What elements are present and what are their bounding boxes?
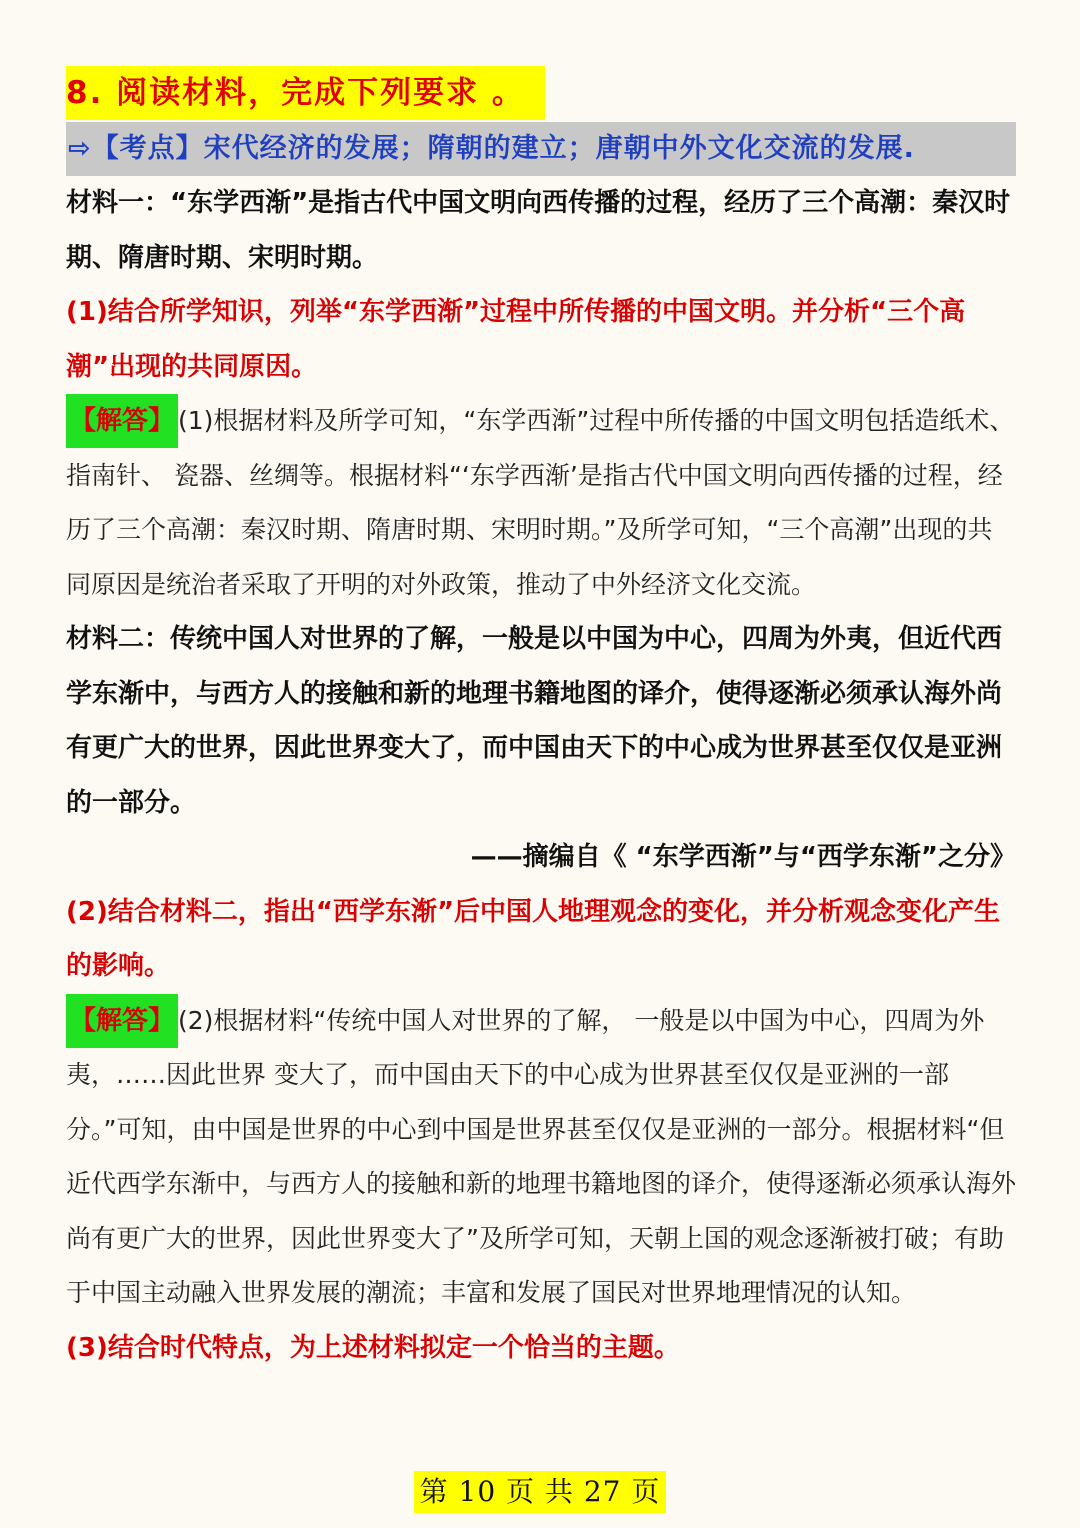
question-page [66, 66, 1016, 1375]
answer-tag: 【解答】 [66, 994, 178, 1048]
answer-text: (1)根据材料及所学可知，“东学西渐”过程中所传播的中国文明包括造纸术、指南针、 瓷器、丝绸等。根据材料“‘东学西渐’是指古代中国文明向西传播的过程，经历了三个高潮：秦汉时期、隋唐时期、宋明时期。”及所学可知，“三个高潮”出现的共同原因是统治者采取了开明的对外政策，推动了中外经济文化交流。 [66, 406, 1015, 599]
material-two: 材料二：传统中国人对世界的了解，一般是以中国为中心，四周为外夷，但近代西学东渐中，与西方人的接触和新的地理书籍地图的译介，使得逐渐必须承认海外尚有更广大的世界，因此世界变大了，而中国由天下的中心成为世界甚至仅仅是亚洲的一部分。 [66, 624, 1003, 818]
question-title: 8. 阅读材料，完成下列要求 。 [66, 66, 545, 120]
question-three-prompt: (3)结合时代特点，为上述材料拟定一个恰当的主题。 [66, 1332, 680, 1363]
question-two-answer [66, 994, 1016, 1321]
question-one-prompt: (1)结合所学知识，列举“东学西渐”过程中所传播的中国文明。并分析“三个高潮”出现的共同原因。 [66, 297, 966, 382]
page-number: 第 10 页 共 27 页 [414, 1471, 666, 1513]
question-one-answer [66, 394, 1016, 612]
material-one: 材料一：“东学西渐”是指古代中国文明向西传播的过程，经历了三个高潮：秦汉时期、隋唐时期、宋明时期。 [66, 188, 1011, 273]
answer-tag: 【解答】 [66, 394, 178, 448]
answer-text: (2)根据材料“传统中国人对世界的了解， 一般是以中国为中心，四周为外夷，……因此世界 变大了，而中国由天下的中心成为世界甚至仅仅是亚洲的一部分。”可知，由中国是世界的中心到中国是世界甚至仅仅是亚洲的一部分。根据材料“但近代西学东渐中，与西方人的接触和新的地理书籍地图的译介，使得逐渐必须承认海外尚有更广大的世界，因此世界变大了”及所学可知，天朝上国的观念逐渐被打破；有助于中国主动融入世界发展的潮流；丰富和发展了国民对世界地理情况的认知。 [66, 1005, 1017, 1307]
question-two-prompt: (2)结合材料二，指出“西学东渐”后中国人地理观念的变化，并分析观念变化产生的影响。 [66, 896, 1001, 981]
material-two-source: ——摘编自《 “东学西渐”与“西学东渐”之分》 [470, 842, 1016, 872]
kaodian-banner: ⇨【考点】宋代经济的发展；隋朝的建立；唐朝中外文化交流的发展. [66, 122, 1016, 176]
